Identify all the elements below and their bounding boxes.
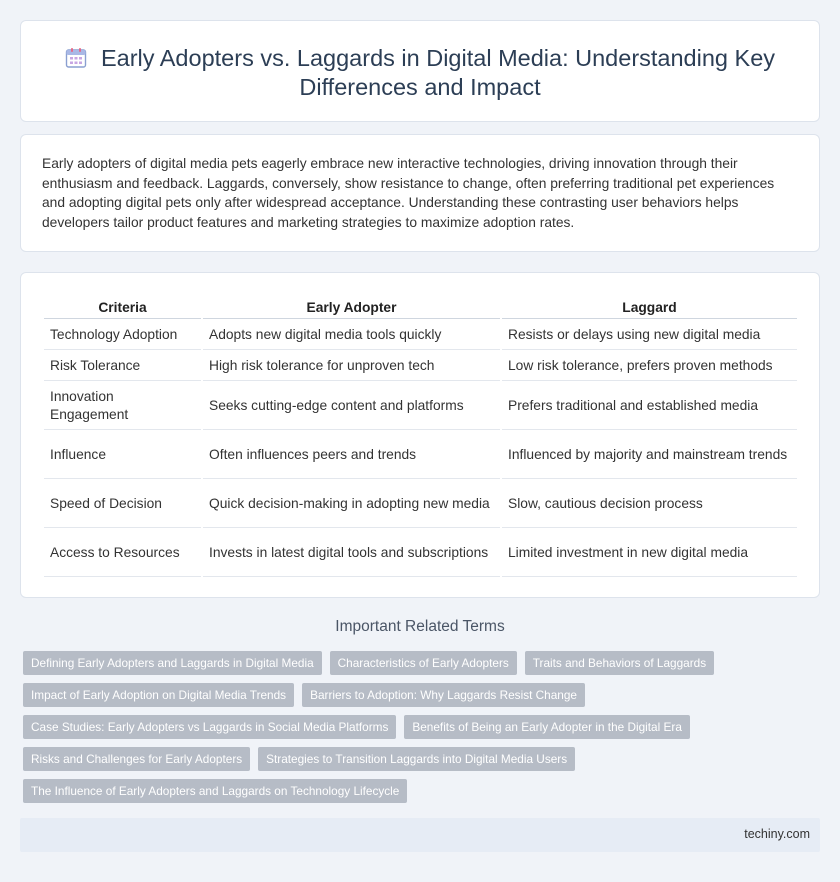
- calendar-icon: [65, 47, 87, 69]
- page-title: Early Adopters vs. Laggards in Digital Media: Understanding Key Differences and Impact: [100, 45, 776, 100]
- intro-card: [20, 134, 820, 252]
- row-criteria: Influence: [44, 432, 201, 479]
- related-term-tag[interactable]: Characteristics of Early Adopters: [330, 651, 517, 675]
- row-early-adopter: Adopts new digital media tools quickly: [203, 321, 500, 350]
- table-row: [44, 432, 797, 479]
- row-criteria: Access to Resources: [44, 530, 201, 577]
- related-term-tag[interactable]: Risks and Challenges for Early Adopters: [23, 747, 250, 771]
- header-early-adopter: Early Adopter: [203, 297, 500, 319]
- table-row: [44, 321, 797, 350]
- page-title-wrap: [61, 44, 779, 102]
- row-laggard: Resists or delays using new digital media: [502, 321, 797, 350]
- row-criteria: Speed of Decision: [44, 481, 201, 528]
- row-laggard: Slow, cautious decision process: [502, 481, 797, 528]
- header-criteria: Criteria: [44, 297, 201, 319]
- row-early-adopter: High risk tolerance for unproven tech: [203, 352, 500, 381]
- comparison-card: [20, 272, 820, 598]
- row-early-adopter: Often influences peers and trends: [203, 432, 500, 479]
- related-term-tag[interactable]: Case Studies: Early Adopters vs Laggards in Social Media Platforms: [23, 715, 396, 739]
- footer: [20, 818, 820, 852]
- table-row: [44, 352, 797, 381]
- related-term-tag[interactable]: Defining Early Adopters and Laggards in Digital Media: [23, 651, 322, 675]
- table-row: [44, 383, 797, 430]
- table-row: [44, 530, 797, 577]
- related-terms-list: [23, 651, 803, 803]
- row-laggard: Limited investment in new digital media: [502, 530, 797, 577]
- row-criteria: Innovation Engagement: [44, 383, 201, 430]
- row-laggard: Prefers traditional and established media: [502, 383, 797, 430]
- related-term-tag[interactable]: Benefits of Being an Early Adopter in the Digital Era: [404, 715, 690, 739]
- row-early-adopter: Seeks cutting-edge content and platforms: [203, 383, 500, 430]
- header-laggard: Laggard: [502, 297, 797, 319]
- row-laggard: Influenced by majority and mainstream trends: [502, 432, 797, 479]
- intro-paragraph: Early adopters of digital media pets eagerly embrace new interactive technologies, driving innovation through their enthusiasm and feedback. Laggards, conversely, show resistance to change, often preferring traditional pet experiences and adopting digital pets only after widespread acceptance. Understanding these contrasting user behaviors helps developers tailor product features and marketing strategies to maximize adoption rates.: [42, 156, 775, 230]
- related-terms-heading: Important Related Terms: [335, 618, 505, 635]
- related-term-tag[interactable]: Traits and Behaviors of Laggards: [525, 651, 714, 675]
- table-header-row: [44, 297, 797, 319]
- row-early-adopter: Invests in latest digital tools and subscriptions: [203, 530, 500, 577]
- comparison-table: [42, 295, 799, 579]
- footer-site-link[interactable]: techiny.com: [744, 827, 810, 841]
- related-term-tag[interactable]: Barriers to Adoption: Why Laggards Resist Change: [302, 683, 585, 707]
- row-criteria: Technology Adoption: [44, 321, 201, 350]
- related-term-tag[interactable]: The Influence of Early Adopters and Laggards on Technology Lifecycle: [23, 779, 407, 803]
- related-term-tag[interactable]: Strategies to Transition Laggards into Digital Media Users: [258, 747, 575, 771]
- title-card: [20, 20, 820, 122]
- table-row: [44, 481, 797, 528]
- row-early-adopter: Quick decision-making in adopting new media: [203, 481, 500, 528]
- related-term-tag[interactable]: Impact of Early Adoption on Digital Media Trends: [23, 683, 294, 707]
- row-criteria: Risk Tolerance: [44, 352, 201, 381]
- row-laggard: Low risk tolerance, prefers proven methods: [502, 352, 797, 381]
